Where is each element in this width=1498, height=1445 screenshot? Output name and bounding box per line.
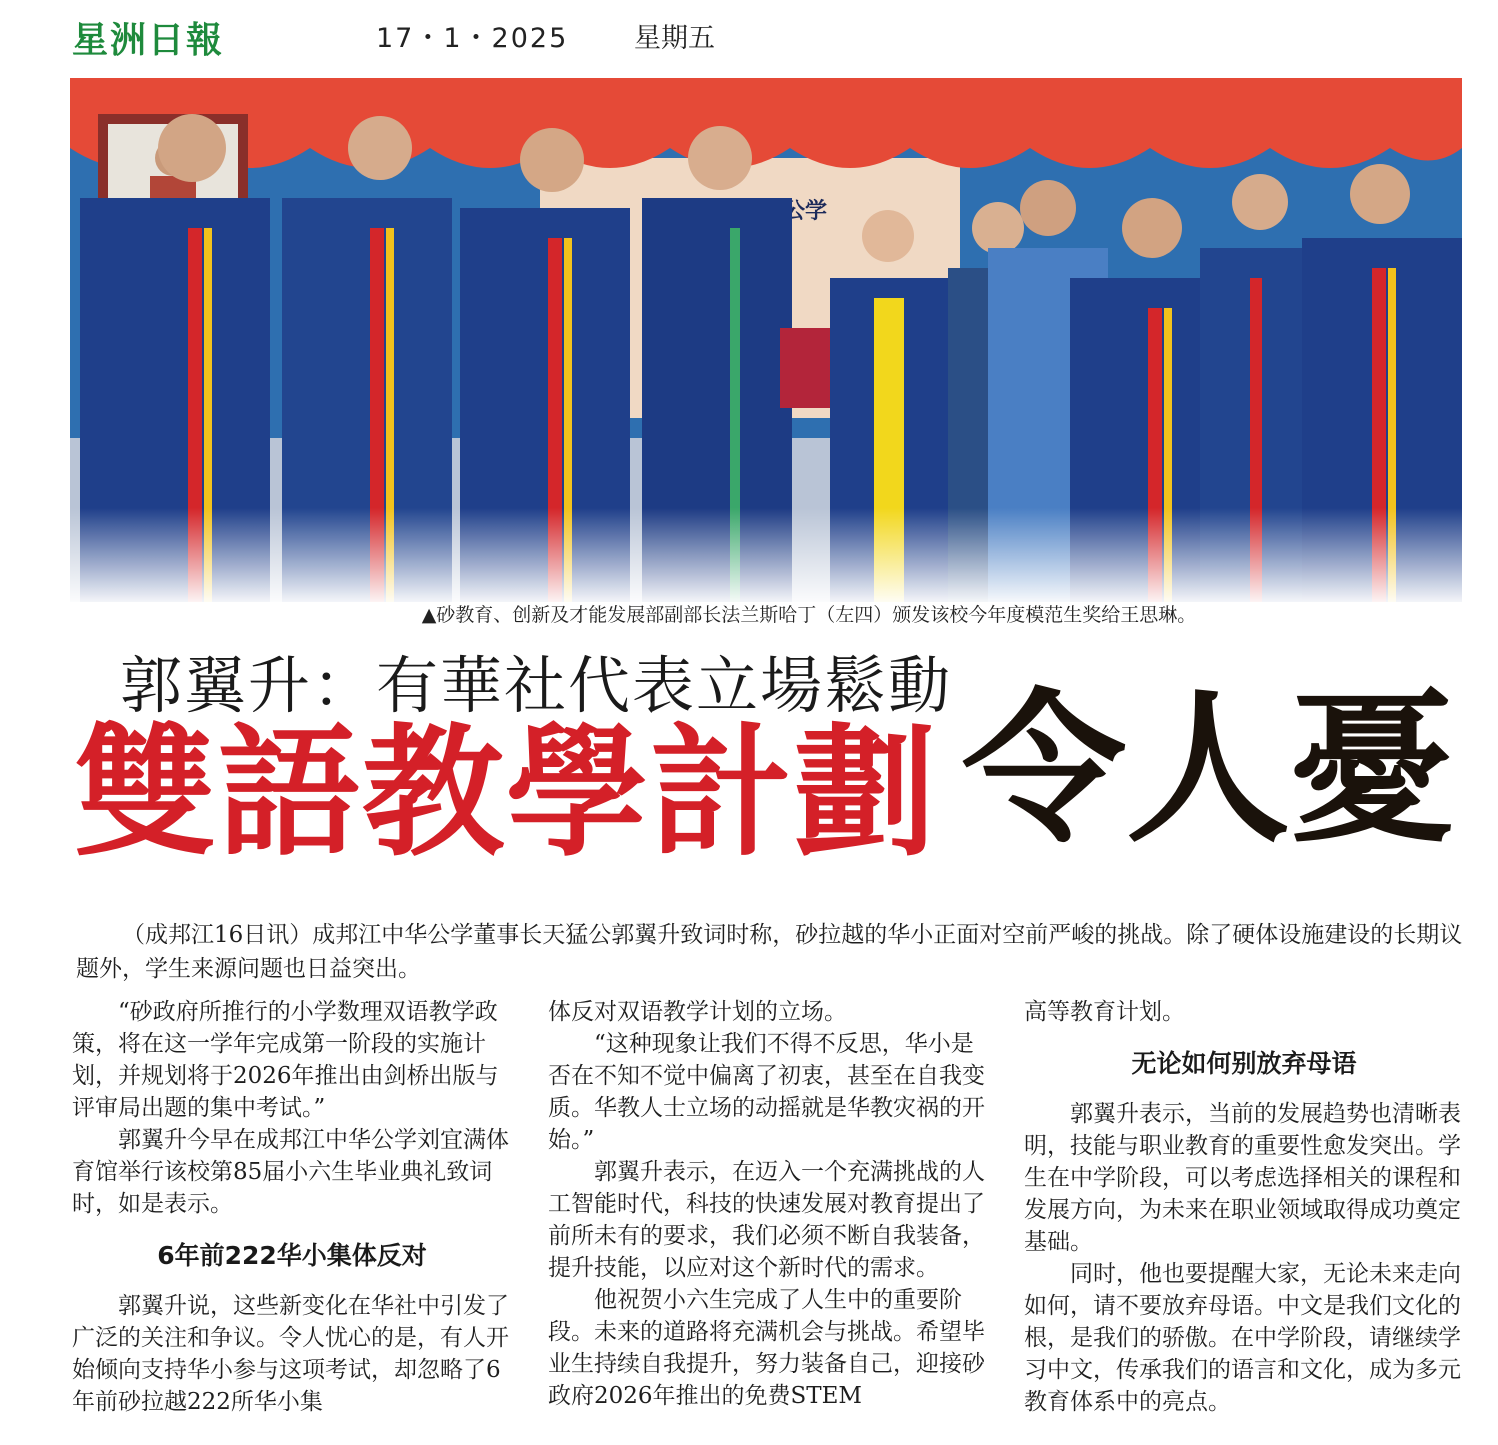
headline-main-red: 雙語教學計劃 (74, 711, 938, 876)
article-column-1 (72, 996, 512, 1418)
paragraph: 他祝贺小六生完成了人生中的重要阶段。未来的道路将充满机会与挑战。希望毕业生持续自我提升，努力装备自己，迎接砂政府2026年推出的免费STEM (548, 1287, 985, 1409)
section-heading: 6年前222华小集体反对 (157, 1241, 427, 1270)
article-column-2 (548, 996, 988, 1412)
ceremony-illustration (70, 78, 1462, 602)
headline-main-black: 令人憂 (962, 674, 1455, 865)
paragraph: 郭翼升表示，在迈入一个充满挑战的人工智能时代，科技的快速发展对教育提出了前所未有的要求，我们必须不断自我装备，提升技能，以应对这个新时代的需求。 (548, 1159, 985, 1281)
masthead (0, 0, 1498, 70)
section-heading: 无论如何别放弃母语 (1131, 1049, 1357, 1078)
paragraph: “砂政府所推行的小学数理双语教学政策，将在这一学年完成第一阶段的实施计划，并规划将于2026年推出由剑桥出版与评审局出题的集中考试。” (72, 999, 499, 1121)
headline-subhead: 郭翼升：有華社代表立場鬆動 (120, 649, 953, 722)
paragraph: 郭翼升今早在成邦江中华公学刘宜满体育馆举行该校第85届小六生毕业典礼致词时，如是表示。 (72, 1127, 509, 1217)
issue-weekday: 星期五 (634, 23, 715, 54)
paragraph: “这种现象让我们不得不反思，华小是否在不知不觉中偏离了初衷，甚至在自我变质。华教人士立场的动摇就是华教灾祸的开始。” (548, 1031, 985, 1153)
paragraph: 郭翼升表示，当前的发展趋势也清晰表明，技能与职业教育的重要性愈发突出。学生在中学阶段，可以考虑选择相关的课程和发展方向，为未来在职业领域取得成功奠定基础。 (1024, 1101, 1461, 1255)
paragraph: 同时，他也要提醒大家，无论未来走向如何，请不要放弃母语。中文是我们文化的根，是我们的骄傲。在中学阶段，请继续学习中文，传承我们的语言和文化，成为多元教育体系中的亮点。 (1024, 1261, 1461, 1415)
ceremony-photo (70, 78, 1462, 602)
article-column-3 (1024, 996, 1464, 1418)
article-lead: （成邦江16日讯）成邦江中华公学董事长天猛公郭翼升致词时称，砂拉越的华小正面对空前严峻的挑战。除了硬体设施建设的长期议题外，学生来源问题也日益突出。 (76, 922, 1463, 982)
paragraph: 体反对双语教学计划的立场。 (548, 999, 847, 1025)
paragraph: 郭翼升说，这些新变化在华社中引发了广泛的关注和争议。令人忧心的是，有人开始倾向支持华小参与这项考试，却忽略了6年前砂拉越222所华小集 (72, 1293, 509, 1415)
paragraph: 高等教育计划。 (1024, 999, 1185, 1025)
newspaper-logo: 星洲日報 (72, 20, 225, 61)
issue-date: 17・1・2025 (376, 23, 569, 54)
photo-caption: ▲砂教育、创新及才能发展部副部长法兰斯哈丁（左四）颁发该校今年度模范生奖给王思琳。 (421, 604, 1197, 626)
